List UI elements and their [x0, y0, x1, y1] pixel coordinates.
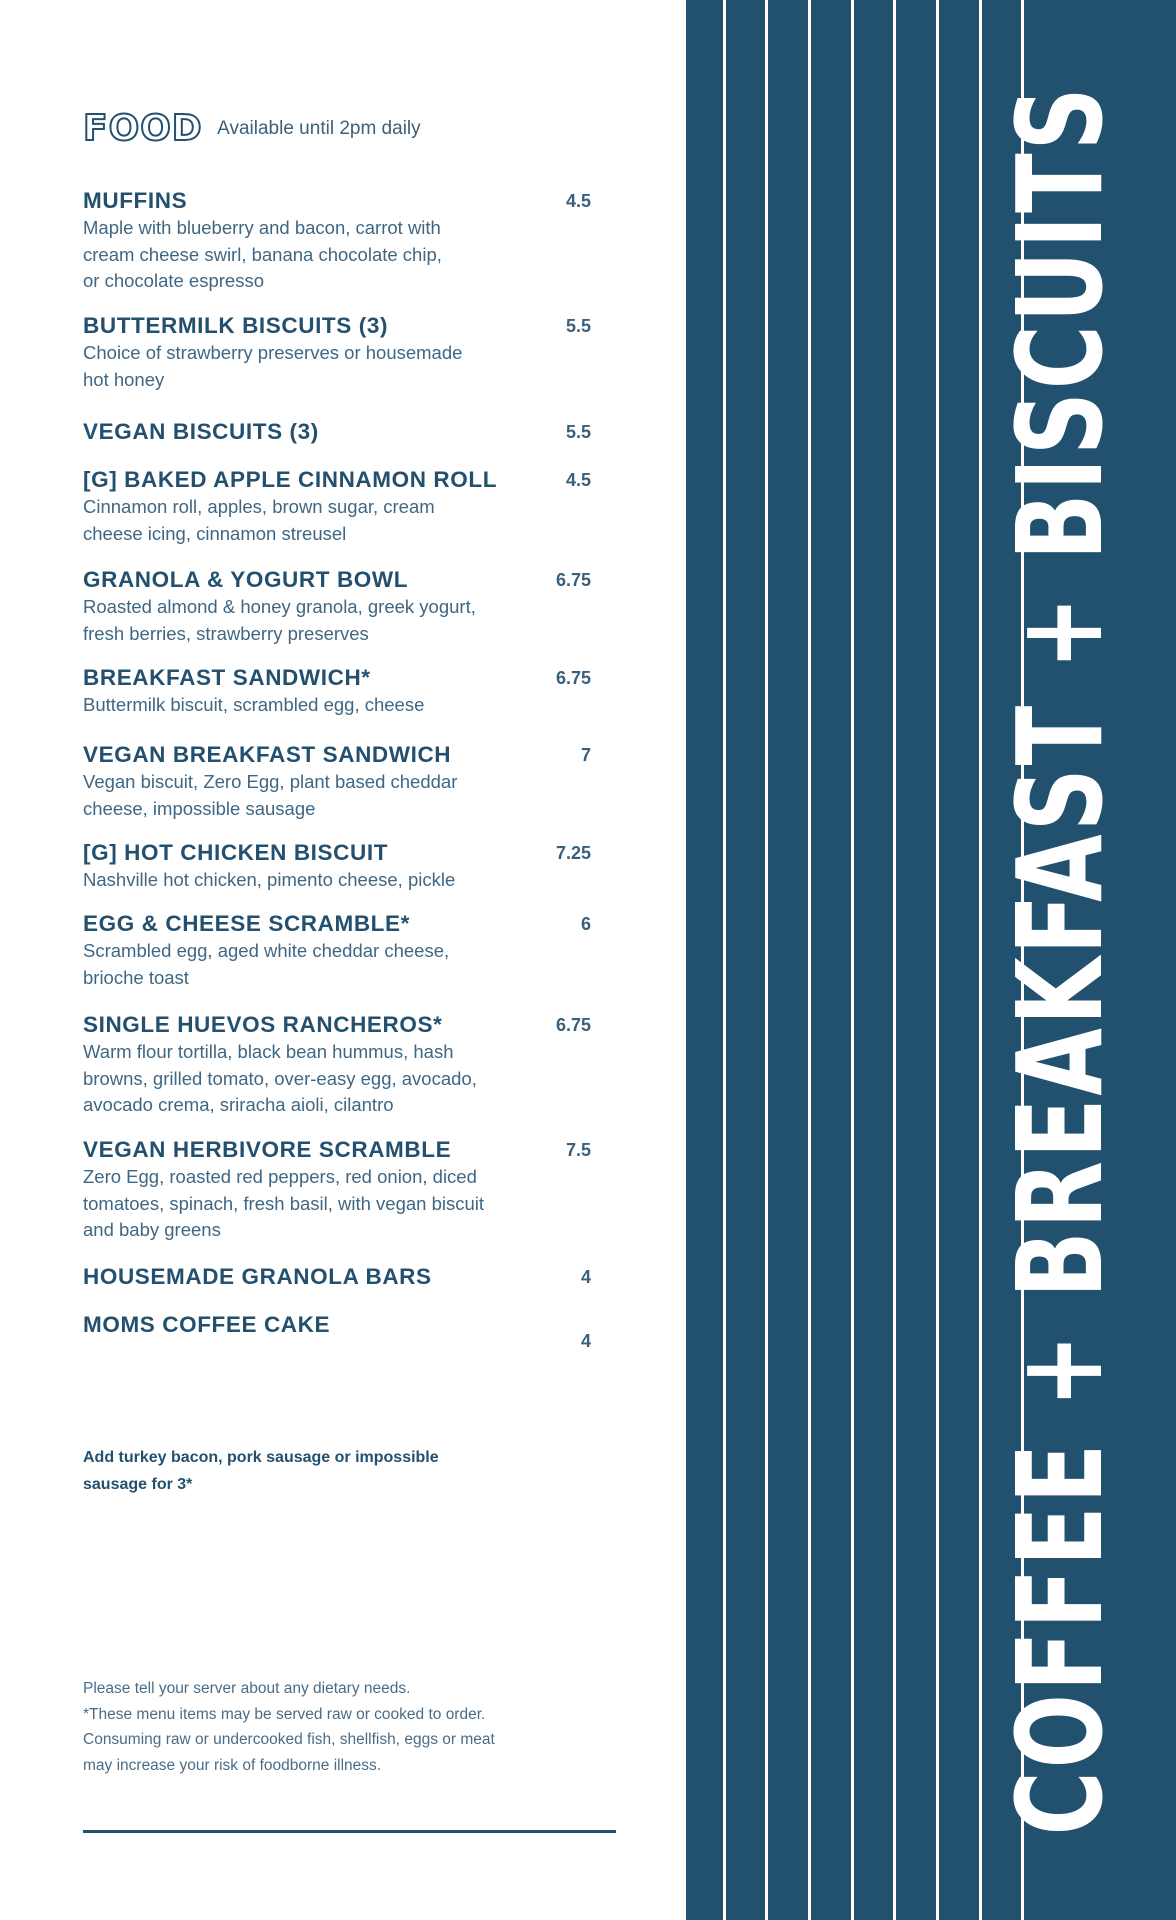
menu-header — [83, 108, 421, 149]
item-name: EGG & CHEESE SCRAMBLE* — [83, 911, 410, 936]
item-name: VEGAN HERBIVORE SCRAMBLE — [83, 1137, 452, 1162]
item-price: 4.5 — [565, 470, 591, 490]
item-name: [G] BAKED APPLE CINNAMON ROLL — [83, 467, 498, 492]
dietary-disclaimer: Please tell your server about any dietary needs. *These menu items may be served raw or cooked to order. Consuming raw or undercooked fish, shellfish, eggs or meat may increase your risk of foodborne illness. — [83, 1680, 495, 1774]
item-price: 6.75 — [555, 570, 591, 590]
banner-stripe — [765, 0, 768, 1920]
menu-item-muffins — [83, 187, 591, 295]
section-subtitle: Available until 2pm daily — [217, 117, 421, 139]
banner-stripe — [723, 0, 726, 1920]
item-price: 6.75 — [555, 1015, 591, 1035]
menu-item-huevos-rancheros — [83, 1011, 591, 1119]
item-name: SINGLE HUEVOS RANCHEROS* — [83, 1012, 443, 1037]
banner-stripe — [893, 0, 896, 1920]
menu-item-granola-yogurt-bowl — [83, 566, 591, 647]
item-name: GRANOLA & YOGURT BOWL — [83, 567, 409, 592]
banner-stripe — [979, 0, 982, 1920]
item-name: MUFFINS — [83, 188, 188, 213]
item-description: Warm flour tortilla, black bean hummus, hash browns, grilled tomato, over-easy egg, avocado, avocado crema, sriracha aioli, cilantro — [83, 1041, 477, 1115]
banner-text-container — [990, 0, 1130, 1920]
item-price: 4 — [580, 1331, 591, 1351]
item-name: MOMS COFFEE CAKE — [83, 1312, 331, 1337]
item-name: [G] HOT CHICKEN BISCUIT — [83, 840, 389, 865]
item-description: Roasted almond & honey granola, greek yogurt, fresh berries, strawberry preserves — [83, 596, 476, 644]
menu-item-coffee-cake — [83, 1311, 591, 1351]
item-description: Zero Egg, roasted red peppers, red onion, diced tomatoes, spinach, fresh basil, with vegan biscuit and baby greens — [83, 1166, 485, 1240]
menu-item-vegan-breakfast-sandwich — [83, 741, 591, 822]
item-description: Cinnamon roll, apples, brown sugar, cream cheese icing, cinnamon streusel — [83, 496, 435, 544]
item-name: BUTTERMILK BISCUITS (3) — [83, 313, 389, 338]
menu-item-breakfast-sandwich — [83, 664, 591, 719]
item-name: VEGAN BISCUITS (3) — [83, 419, 319, 444]
menu-item-vegan-herbivore-scramble — [83, 1136, 591, 1244]
banner-stripe — [808, 0, 811, 1920]
item-price: 7 — [580, 745, 591, 765]
menu-item-granola-bars — [83, 1263, 591, 1291]
menu-item-hot-chicken-biscuit — [83, 839, 591, 894]
item-name: VEGAN BREAKFAST SANDWICH — [83, 742, 452, 767]
item-price: 6 — [580, 914, 591, 934]
item-price: 7.5 — [565, 1140, 591, 1160]
item-description: Maple with blueberry and bacon, carrot with cream cheese swirl, banana chocolate chip, or chocolate espresso — [83, 217, 442, 291]
item-price: 6.75 — [555, 668, 591, 688]
item-description: Vegan biscuit, Zero Egg, plant based cheddar cheese, impossible sausage — [83, 771, 458, 819]
addon-note: Add turkey bacon, pork sausage or impossible sausage for 3* — [83, 1449, 439, 1493]
menu-item-vegan-biscuits — [83, 418, 591, 446]
item-price: 5.5 — [565, 422, 591, 442]
banner-stripe — [851, 0, 854, 1920]
banner-stripe — [936, 0, 939, 1920]
item-name: HOUSEMADE GRANOLA BARS — [83, 1264, 432, 1289]
menu-item-egg-cheese-scramble — [83, 910, 591, 991]
item-price: 4 — [580, 1267, 591, 1287]
menu-item-buttermilk-biscuits — [83, 312, 591, 393]
item-description: Scrambled egg, aged white cheddar cheese, brioche toast — [83, 940, 450, 988]
item-name: BREAKFAST SANDWICH* — [83, 665, 371, 690]
menu-item-cinnamon-roll — [83, 466, 591, 547]
item-description: Nashville hot chicken, pimento cheese, pickle — [83, 869, 456, 890]
item-price: 5.5 — [565, 316, 591, 336]
item-price: 7.25 — [555, 843, 591, 863]
item-description: Choice of strawberry preserves or housemade hot honey — [83, 342, 463, 390]
section-title: FOOD — [83, 108, 203, 149]
banner-text: COFFEE + BREAKFAST + BISCUITS — [991, 84, 1129, 1836]
item-description: Buttermilk biscuit, scrambled egg, cheese — [83, 694, 425, 715]
bottom-divider — [83, 1830, 616, 1833]
item-price: 4.5 — [565, 191, 591, 211]
